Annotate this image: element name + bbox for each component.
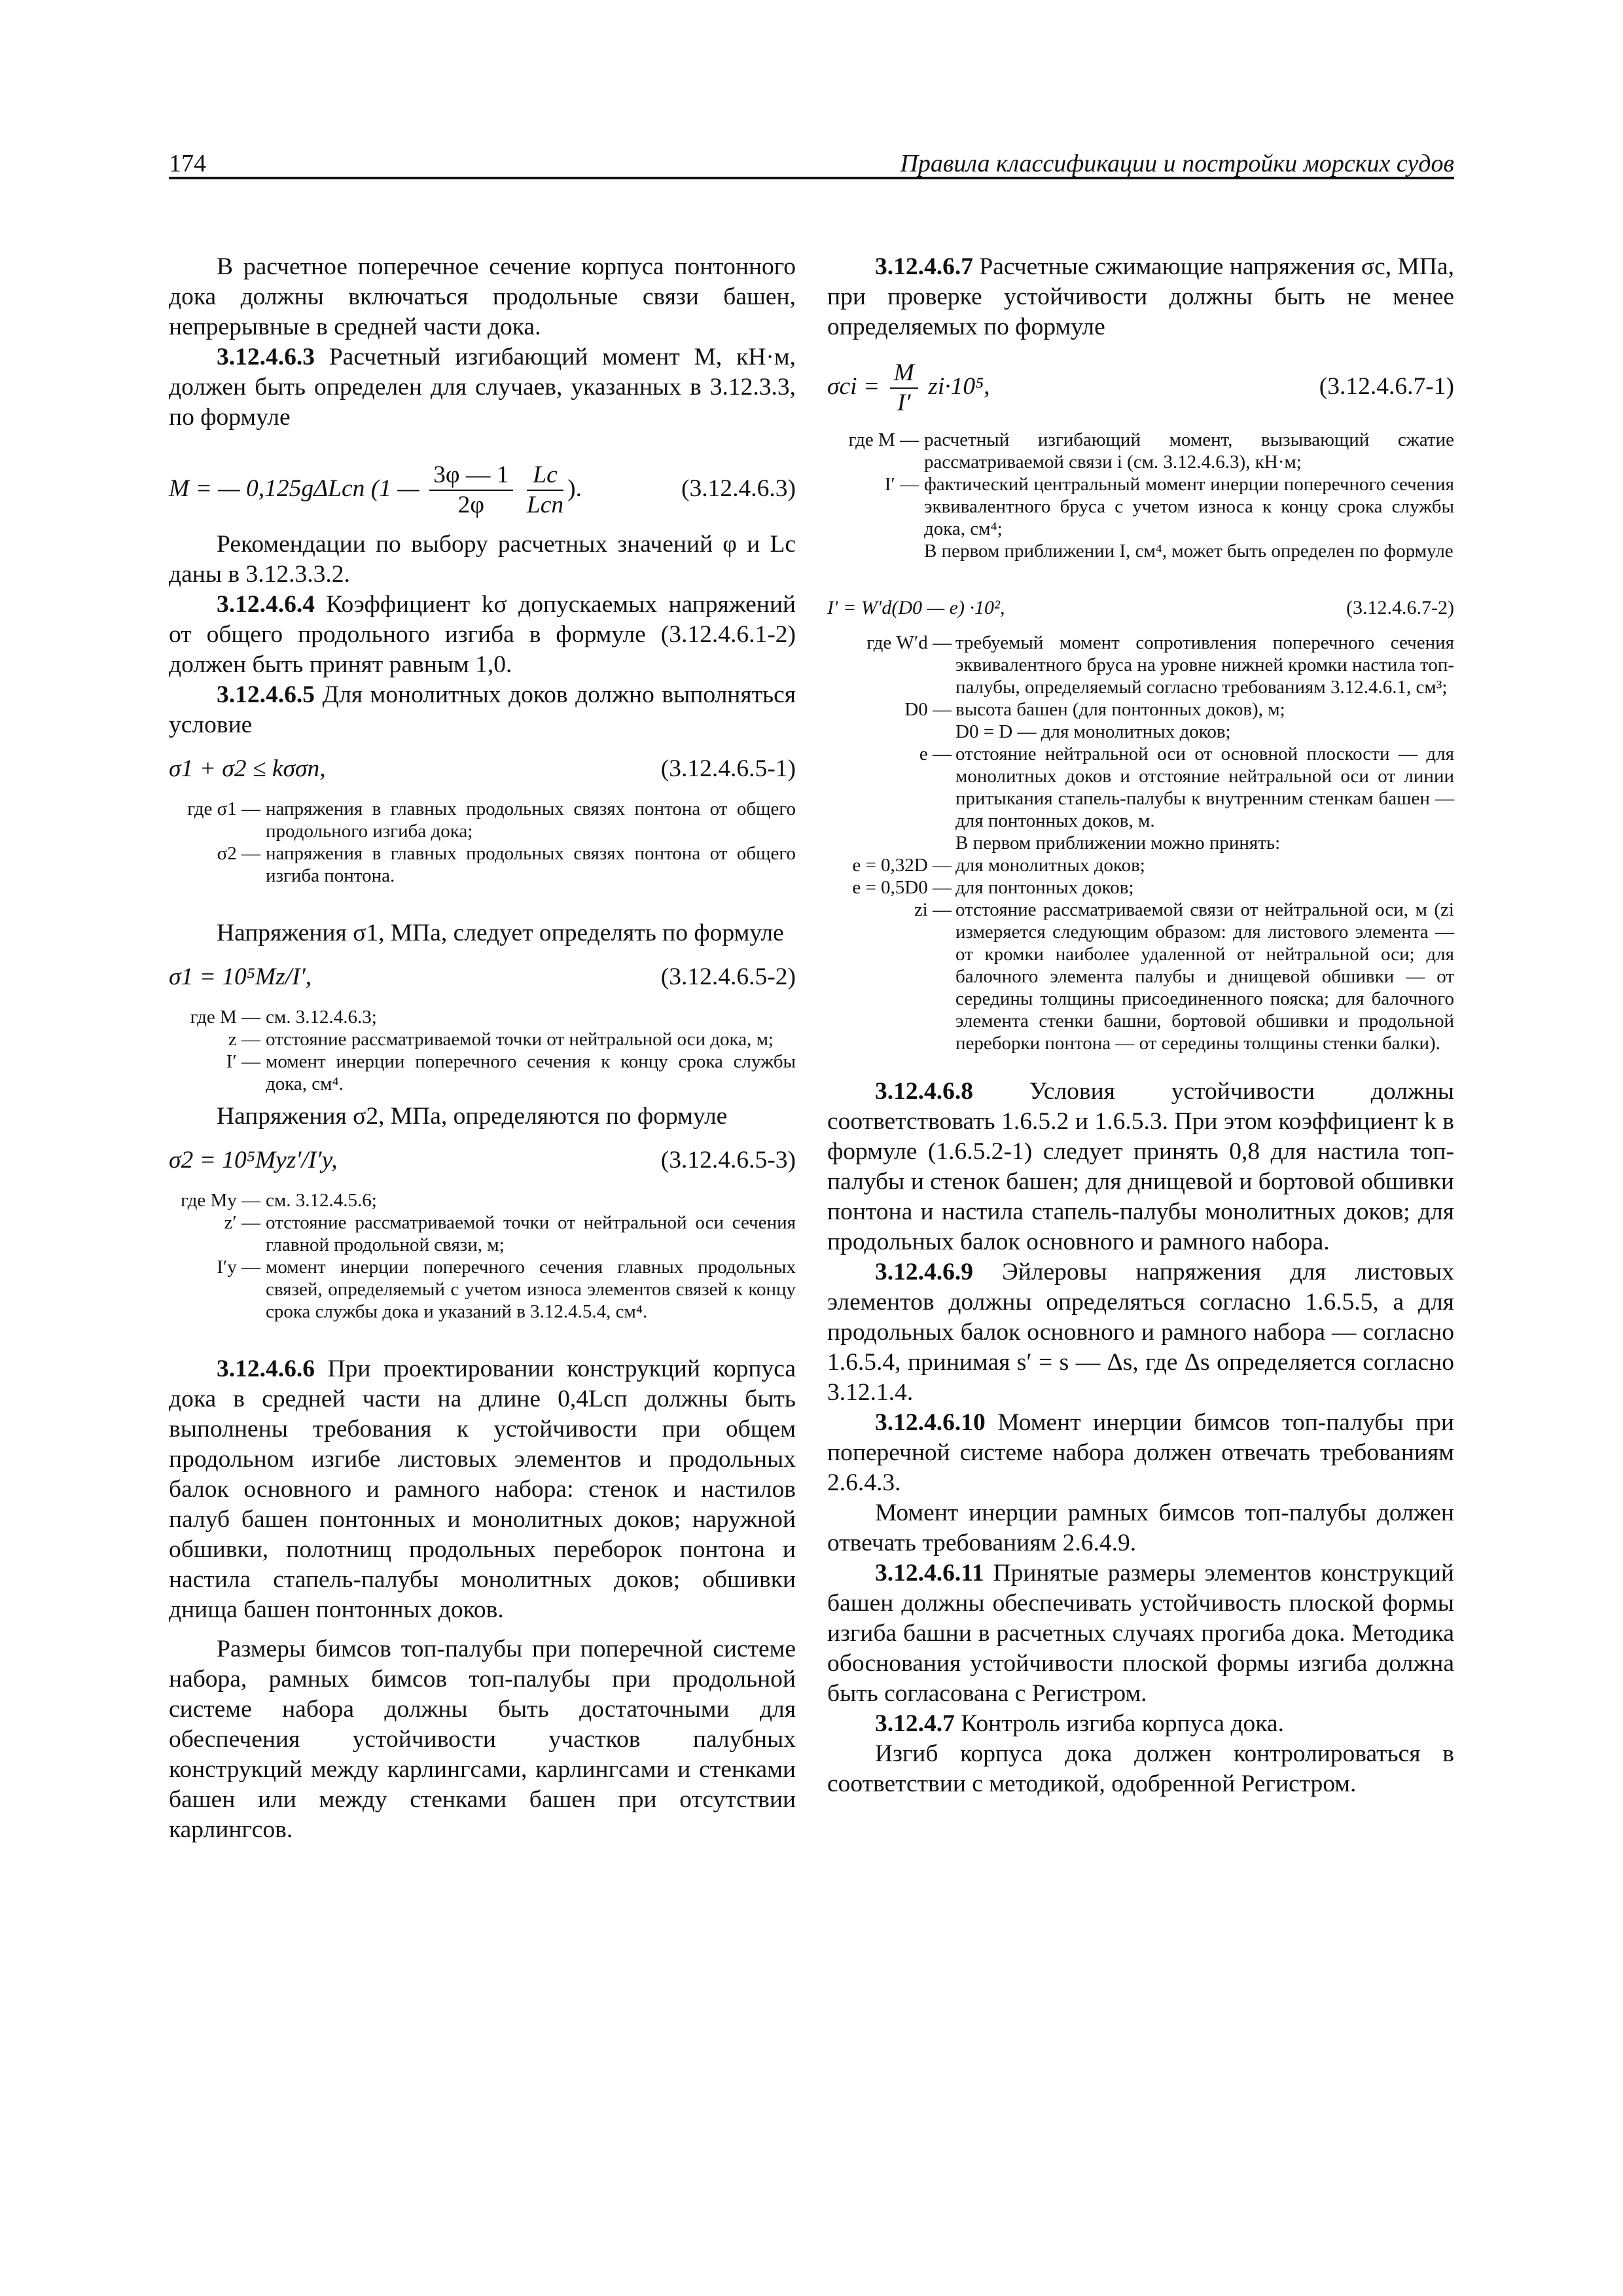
equation-lhs: σ2 = 10⁵Myz′/I′y,	[169, 1147, 338, 1174]
equation-lhs: σ1 + σ2 ≤ kσσn,	[169, 755, 326, 782]
running-title: Правила классификации и постройки морских судов	[900, 150, 1454, 177]
section-text: Контроль изгиба корпуса дока.	[954, 1710, 1284, 1737]
equation-lhs: σci =	[827, 373, 880, 400]
equation-body	[169, 457, 582, 520]
where-symbol: z —	[228, 1029, 260, 1050]
where-text: В первом приближении I, см⁴, может быть определен по формуле	[924, 541, 1454, 562]
right-column	[827, 252, 1454, 1799]
where-symbol: D0 —	[904, 699, 952, 720]
where-item	[827, 632, 1454, 698]
numerator: Lс	[527, 461, 563, 491]
where-list	[169, 1006, 796, 1095]
where-symbol: I′y —	[217, 1257, 260, 1278]
equation-3-12-4-6-7-1	[827, 354, 1454, 420]
where-text: см. 3.12.4.5.6;	[266, 1190, 377, 1211]
where-text: высота башен (для понтонных доков), м;	[955, 699, 1285, 720]
fraction	[527, 461, 563, 520]
where-symbol: e = 0,32D —	[852, 855, 952, 876]
denominator: 2φ	[457, 492, 485, 519]
where-item	[827, 899, 1454, 1054]
where-text: для понтонных доков;	[955, 877, 1134, 898]
where-symbol: e —	[919, 744, 952, 764]
where-list	[827, 632, 1454, 1054]
equation-lhs: σ1 = 10⁵Mz/I′,	[169, 963, 312, 990]
page-number: 174	[169, 150, 206, 177]
where-text: фактический центральный момент инерции поперечного сечения эквивалентного бруса с учетом износа к концу срока службы дока, см⁴;	[924, 474, 1454, 539]
section-text: Для монолитных доков должно выполняться условие	[169, 681, 796, 738]
where-text: см. 3.12.4.6.3;	[266, 1007, 377, 1028]
equation-number: (3.12.4.6.7-1)	[1319, 373, 1454, 400]
section-3-12-4-6-6	[169, 1354, 796, 1625]
where-symbol: где M —	[848, 429, 919, 450]
section-text: Эйлеровы напряжения для листовых элементов должны определяться согласно 1.6.5.5, а для продольных балок основного и рамного набора — согласно 1.6.5.4, принимая s′ = s — Δs, где Δs определяется согласно 3.12.1.4.	[827, 1259, 1454, 1406]
section-number: 3.12.4.6.6	[217, 1355, 315, 1382]
equation-number: (3.12.4.6.7-2)	[1346, 597, 1454, 619]
paragraph: Изгиб корпуса дока должен контролироваться в соответствии с методикой, одобренной Регистром.	[827, 1740, 1454, 1797]
section-3-12-4-6-9	[827, 1257, 1454, 1408]
where-text: D0 = D — для монолитных доков;	[955, 721, 1231, 742]
section-3-12-4-6-5	[169, 680, 796, 740]
section-3-12-4-6-10	[827, 1408, 1454, 1498]
paragraph: Рекомендации по выбору расчетных значений φ и Lс даны в 3.12.3.3.2.	[169, 531, 796, 588]
section-number: 3.12.4.6.11	[875, 1560, 984, 1587]
where-item	[827, 832, 1454, 854]
where-item	[169, 1256, 796, 1323]
where-symbol: где My —	[181, 1190, 260, 1211]
paragraph: Момент инерции рамных бимсов топ-палубы должен отвечать требованиям 2.6.4.9.	[827, 1499, 1454, 1556]
where-item	[169, 1211, 796, 1256]
where-text: отстояние рассматриваемой точки от нейтральной оси дока, м;	[266, 1029, 774, 1050]
section-3-12-4-6-8	[827, 1077, 1454, 1257]
where-item	[169, 842, 796, 887]
section-3-12-4-6-4	[169, 590, 796, 680]
where-text: момент инерции поперечного сечения к концу срока службы дока, см⁴.	[266, 1051, 796, 1094]
where-item	[827, 721, 1454, 743]
paragraph: Размеры бимсов топ-палубы при поперечной системе набора, рамных бимсов топ-палубы при продольной системе набора должны быть достаточными для обеспечения устойчивости участков палубных конструкций между карлингсами, карлингсами и стенками башен или между стенками башен при отсутствии карлингсов.	[169, 1636, 796, 1843]
where-text: В первом приближении можно принять:	[955, 833, 1281, 853]
where-item	[827, 743, 1454, 832]
section-number: 3.12.4.6.10	[875, 1409, 986, 1436]
equation-tail: zi·10⁵,	[928, 373, 990, 400]
paragraph: Напряжения σ1, МПа, следует определять по формуле	[217, 920, 784, 946]
where-text: расчетный изгибающий момент, вызывающий сжатие рассматриваемой связи i (см. 3.12.4.6.3), кН·м;	[924, 429, 1454, 473]
left-column	[169, 252, 796, 1845]
section-3-12-4-6-7	[827, 252, 1454, 342]
denominator: I′	[897, 389, 911, 417]
denominator: Lсп	[526, 492, 564, 519]
section-number: 3.12.4.6.7	[875, 253, 973, 280]
where-item	[169, 1006, 796, 1028]
where-item	[169, 1028, 796, 1050]
section-number: 3.12.4.7	[875, 1710, 955, 1737]
where-symbol: I′ —	[884, 474, 919, 495]
where-symbol: e = 0,5D0 —	[852, 877, 952, 898]
section-text: Принятые размеры элементов конструкций башен должны обеспечивать устойчивость плоской формы изгиба башни в расчетных случаях прогиба дока. Методика обоснования устойчивости плоской формы изгиба должна быть согласована с Регистром.	[827, 1560, 1454, 1707]
where-item	[827, 854, 1454, 876]
equation-3-12-4-6-5-3	[169, 1141, 796, 1180]
fraction	[890, 359, 918, 418]
equation-number: (3.12.4.6.5-2)	[660, 963, 796, 990]
equation-lhs: M = — 0,125gΔLсп (1 —	[169, 475, 419, 502]
section-number: 3.12.4.6.8	[875, 1078, 973, 1105]
section-number: 3.12.4.6.5	[217, 681, 315, 708]
section-text: Момент инерции бимсов топ-палубы при поперечной системе набора должен отвечать требованиям 2.6.4.3.	[827, 1409, 1454, 1496]
where-symbol: zi —	[914, 899, 952, 920]
where-symbol: σ2 —	[217, 843, 260, 864]
where-symbol: z′ —	[224, 1212, 260, 1233]
section-text: Условия устойчивости должны соответствовать 1.6.5.2 и 1.6.5.3. При этом коэффициент k в формуле (1.6.5.2-1) следует принять 0,8 для настила топ-палубы и стенок башен; для днищевой и бортовой обшивки понтона и настила стапель-палубы монолитных доков; для продольных балок основного и рамного набора.	[827, 1078, 1454, 1255]
equation-lhs: I′ = W′d(D0 — e) ·10²,	[827, 597, 1005, 619]
where-item	[169, 1050, 796, 1095]
numerator: M	[890, 359, 918, 389]
where-item	[827, 876, 1454, 899]
where-text: отстояние рассматриваемой точки от нейтральной оси сечения главной продольной связи, м;	[266, 1212, 796, 1255]
numerator: 3φ — 1	[429, 461, 512, 491]
fraction	[429, 461, 512, 520]
where-item	[169, 798, 796, 842]
section-text: Расчетные сжимающие напряжения σс, МПа, при проверке устойчивости должны быть не менее определяемых по формуле	[827, 253, 1454, 340]
section-text: Расчетный изгибающий момент M, кН·м, должен быть определен для случаев, указанных в 3.12.3.3, по формуле	[169, 344, 796, 431]
where-symbol: где W′d —	[866, 632, 952, 653]
where-item	[827, 473, 1454, 540]
section-text: Коэффициент kσ допускаемых напряжений от общего продольного изгиба в формуле (3.12.4.6.1-2) должен быть принят равным 1,0.	[169, 591, 796, 678]
where-list	[827, 429, 1454, 562]
header-rule	[169, 177, 1454, 179]
where-symbol: I′ —	[226, 1051, 260, 1072]
section-3-12-4-7	[827, 1709, 1454, 1739]
where-symbol: где σ1 —	[187, 798, 260, 819]
section-number: 3.12.4.6.3	[217, 344, 315, 370]
where-text: напряжения в главных продольных связях понтона от общего продольного изгиба дока;	[266, 798, 796, 842]
equation-number: (3.12.4.6.5-3)	[660, 1147, 796, 1174]
section-3-12-4-6-3	[169, 342, 796, 433]
equation-number: (3.12.4.6.3)	[681, 475, 796, 502]
equation-3-12-4-6-5-1	[169, 749, 796, 789]
where-item	[169, 1189, 796, 1211]
where-list	[169, 1189, 796, 1323]
section-3-12-4-6-11	[827, 1558, 1454, 1709]
where-symbol: где M —	[190, 1007, 260, 1028]
equation-3-12-4-6-7-2	[827, 594, 1454, 622]
equation-body	[827, 354, 990, 420]
where-text: для монолитных доков;	[955, 855, 1145, 876]
where-text: напряжения в главных продольных связях понтона от общего изгиба понтона.	[266, 843, 796, 886]
where-text: момент инерции поперечного сечения главных продольных связей, определяемый с учетом износа элементов связей к концу срока службы дока и указаний в 3.12.4.5.4, см⁴.	[266, 1257, 796, 1322]
equation-number: (3.12.4.6.5-1)	[660, 755, 796, 782]
equation-tail: ).	[567, 475, 582, 502]
equation-3-12-4-6-5-2	[169, 958, 796, 997]
paragraph: Напряжения σ2, МПа, определяются по формуле	[217, 1103, 728, 1130]
where-item	[827, 540, 1454, 562]
where-item	[827, 698, 1454, 721]
where-text: отстояние рассматриваемой связи от нейтральной оси, м (zi измеряется следующим образом: для листового элемента — от кромки наиболее удаленной от нейтральной оси; для балочного элемента палубы и днищевой обшивки — от середины толщины присоединенного пояска; для балочного элемента стенки башни, бортовой обшивки и продольной переборки понтона — от середины толщины стенки балки).	[955, 899, 1454, 1054]
where-text: отстояние нейтральной оси от основной плоскости — для монолитных доков и отстояние нейтральной оси от линии притыкания стапель-палубы к внутренним стенкам башен — для понтонных доков, м.	[955, 744, 1454, 831]
section-number: 3.12.4.6.4	[217, 591, 315, 618]
where-text: требуемый момент сопротивления поперечного сечения эквивалентного бруса на уровне нижней кромки настила топ-палубы, определяемый согласно требованиям 3.12.4.6.1, см³;	[955, 632, 1454, 698]
paragraph: В расчетное поперечное сечение корпуса понтонного дока должны включаться продольные связи башен, непрерывные в средней части дока.	[169, 253, 796, 340]
section-number: 3.12.4.6.9	[875, 1259, 973, 1285]
section-text: При проектировании конструкций корпуса дока в средней части на длине 0,4Lсп должны быть выполнены требования к устойчивости при общем продольном изгибе листовых элементов и продольных балок основного и рамного набора: стенок и настилов палуб башен понтонных и монолитных доков; наружной обшивки, полотнищ продольных переборок понтона и настила стапель-палубы монолитных доков; обшивки днища башен понтонных доков.	[169, 1355, 796, 1623]
where-list	[169, 798, 796, 887]
where-item	[827, 429, 1454, 473]
equation-3-12-4-6-3	[169, 457, 796, 520]
